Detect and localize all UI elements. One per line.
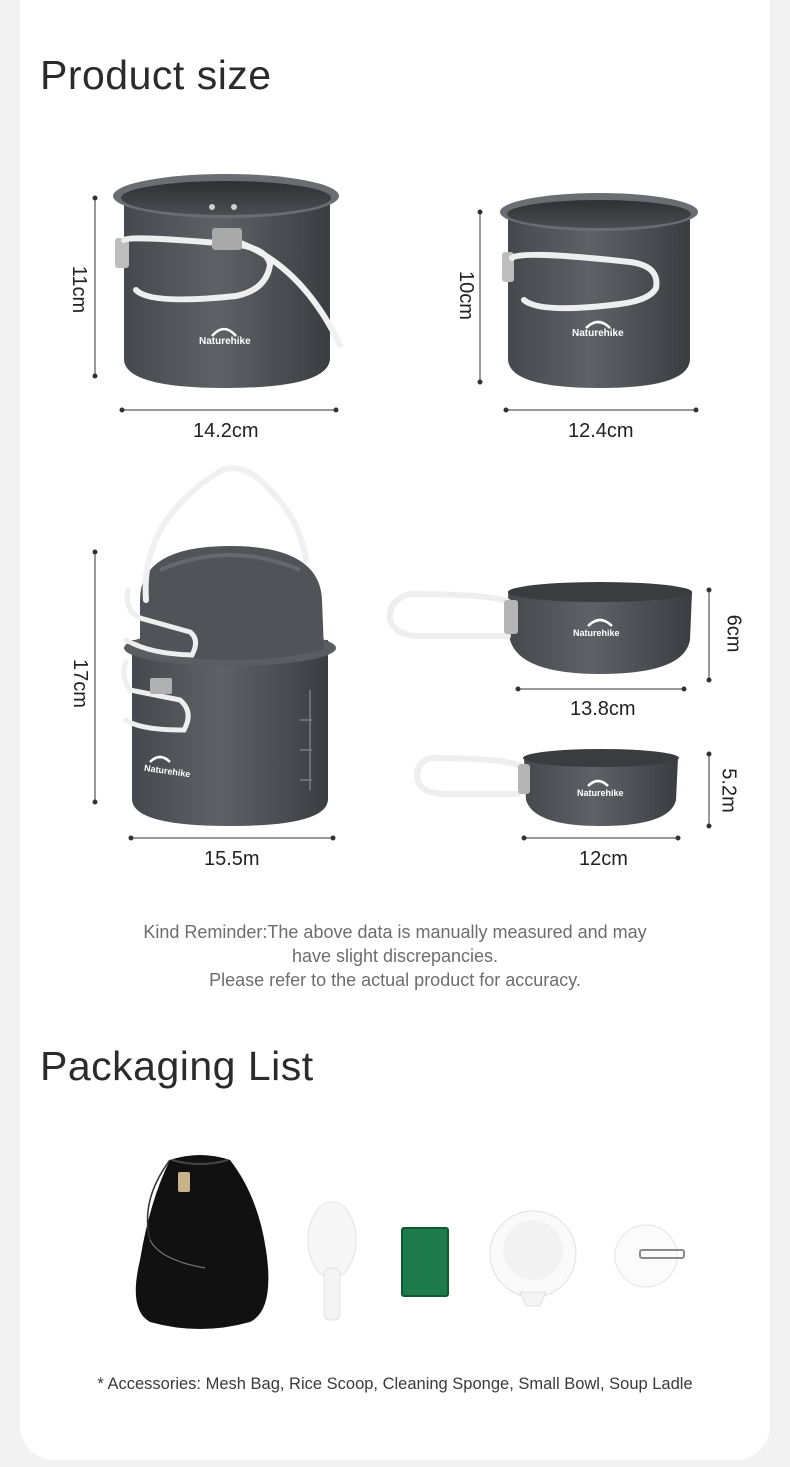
product-size-title: Product size — [40, 52, 272, 98]
cleaning-sponge-image — [402, 1228, 448, 1296]
large-bowl-image — [390, 582, 692, 674]
bowl-small-height-label: 5.2m — [717, 768, 740, 813]
nested-width-label: 15.5m — [204, 848, 260, 870]
brand-label: Naturehike — [577, 788, 624, 798]
reminder-line: Kind Reminder:The above data is manually measured and may — [143, 922, 647, 942]
pot-large-width-label: 14.2cm — [193, 420, 259, 442]
soup-ladle-image — [615, 1225, 684, 1287]
kind-reminder — [20, 920, 770, 992]
pot-medium-height-label: 10cm — [454, 271, 477, 320]
bowl-large-width-label: 13.8cm — [570, 698, 636, 720]
reminder-line: have slight discrepancies. — [291, 946, 499, 966]
brand-label: Naturehike — [573, 628, 620, 638]
brand-label: Naturehike — [572, 328, 624, 339]
bowl-small-width-label: 12cm — [579, 848, 628, 870]
brand-label: Naturehike — [143, 762, 192, 780]
bowl-large-height-label: 6cm — [722, 614, 745, 653]
medium-pot-image — [500, 193, 698, 388]
pot-large-height-label: 11cm — [68, 265, 91, 314]
large-pot-image — [113, 174, 340, 388]
rice-scoop-image — [308, 1202, 356, 1320]
small-bowl-accessory-image — [490, 1211, 576, 1306]
pot-medium-width-label: 12.4cm — [568, 420, 634, 442]
reminder-line: Please refer to the actual product for accuracy. — [209, 970, 581, 990]
brand-label: Naturehike — [199, 336, 251, 347]
packaging-list-title: Packaging List — [40, 1043, 314, 1089]
accessories-note: * Accessories: Mesh Bag, Rice Scoop, Cleaning Sponge, Small Bowl, Soup Ladle — [97, 1375, 693, 1393]
nested-height-label: 17cm — [68, 659, 91, 708]
mesh-bag-image — [136, 1155, 269, 1329]
small-bowl-image — [417, 749, 679, 826]
